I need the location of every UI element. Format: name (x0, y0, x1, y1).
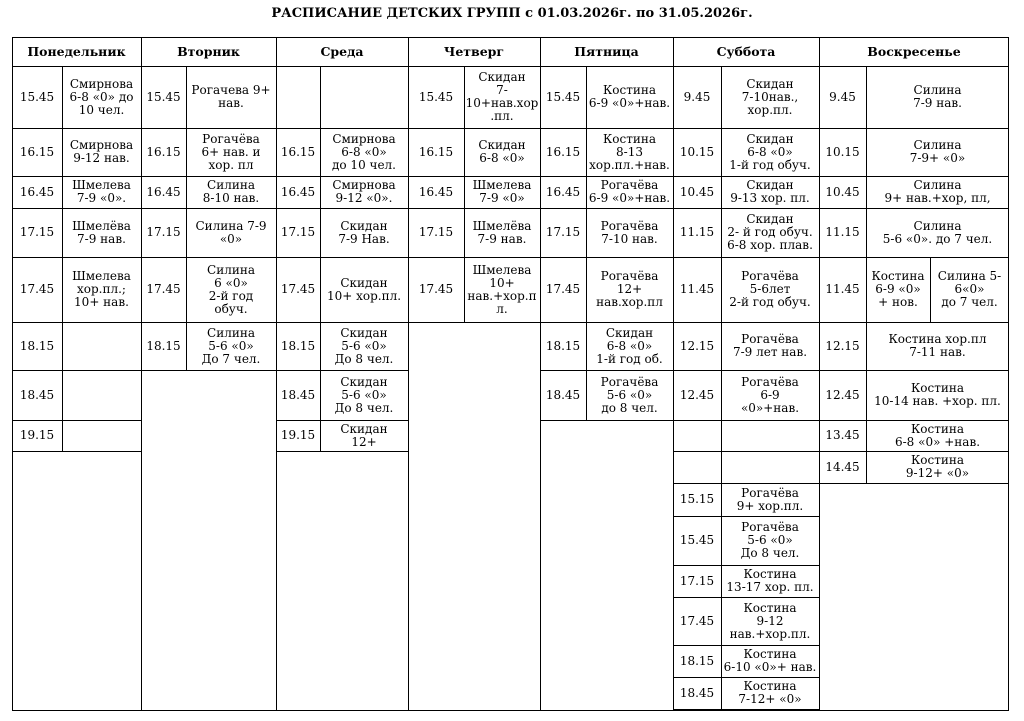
group-cell-friday: Рогачёва 6-9 «0»+нав. (588, 178, 671, 205)
group-cell-friday: Рогачёва 7-10 нав. (600, 218, 659, 246)
day-header-saturday: Суббота (716, 44, 776, 59)
row-border-wednesday (276, 451, 408, 452)
time-slot-saturday (674, 421, 720, 450)
group-cell-sunday: Костина 6-8 «0» +нав. (894, 421, 981, 449)
row-border-thursday (408, 322, 540, 323)
day-header-monday: Понедельник (27, 44, 126, 59)
time-slot-wednesday: 16.45 (280, 184, 316, 199)
time-slot-wednesday: 18.15 (280, 338, 316, 353)
group-cell-saturday (722, 452, 818, 482)
group-cell-thursday: Шмелева 7-9 «0» (472, 178, 532, 205)
group-cell-thursday: Скидан 6-8 «0» (478, 138, 526, 165)
row-border-sunday (819, 483, 1009, 484)
row-border-saturday (673, 709, 819, 710)
time-slot-wednesday: 17.15 (280, 225, 316, 239)
time-slot-wednesday (277, 67, 319, 127)
group-cell-friday: Костина 6-9 «0»+нав. (588, 83, 671, 110)
time-slot-sunday: 9.45 (829, 89, 856, 104)
group-cell-monday: Шмелева 7-9 «0». (72, 178, 131, 205)
group-cell-wednesday: Скидан 7-9 Нав. (338, 218, 390, 246)
time-slot-tuesday: 18.15 (146, 338, 181, 353)
time-slot-thursday: 16.45 (418, 184, 454, 199)
time-slot-tuesday: 16.45 (146, 184, 181, 199)
group-cell-wednesday: Скидан 10+ хор.пл. (326, 275, 402, 303)
group-cell-monday (63, 371, 140, 419)
time-slot-saturday (674, 452, 720, 482)
time-slot-saturday: 11.45 (679, 282, 715, 296)
time-slot-saturday: 18.45 (679, 685, 715, 700)
group-cell-saturday: Костина 13-17 хор. пл. (726, 567, 814, 594)
group-cell-sunday: Силина 5-6 «0». до 7 чел. (882, 218, 993, 246)
time-slot-wednesday: 19.15 (280, 428, 316, 442)
time-slot-monday: 17.15 (19, 225, 55, 239)
time-slot-saturday: 18.15 (679, 653, 715, 668)
group-cell-saturday: Скидан 6-8 «0» 1-й год обуч. (729, 131, 811, 172)
time-slot-friday: 16.15 (545, 144, 581, 159)
group-cell-saturday: Рогачёва 5-6лет 2-й год обуч. (729, 269, 811, 309)
time-slot-friday: 18.45 (545, 387, 581, 402)
group-cell-wednesday: Смирнова 6-8 «0» до 10 чел. (332, 131, 396, 172)
group-cell-saturday (722, 421, 818, 450)
group-cell-sunday: Силина 5- 6«0» до 7 чел. (937, 269, 1002, 309)
group-cell-wednesday: Скидан 5-6 «0» До 8 чел. (334, 325, 394, 366)
group-cell-tuesday: Силина 8-10 нав. (202, 178, 260, 205)
time-slot-sunday: 12.45 (825, 387, 860, 402)
time-slot-saturday: 12.45 (679, 387, 715, 402)
time-slot-friday: 15.45 (545, 89, 581, 104)
row-border-monday (12, 451, 141, 452)
group-cell-saturday: Костина 7-12+ «0» (738, 679, 802, 706)
time-slot-monday: 17.45 (19, 282, 55, 296)
group-cell-thursday: Шмелёва 7-9 нав. (472, 218, 532, 246)
time-slot-thursday: 17.15 (418, 225, 454, 239)
time-slot-saturday: 9.45 (683, 89, 711, 104)
time-slot-saturday: 11.15 (679, 225, 715, 239)
time-slot-tuesday: 15.45 (146, 89, 181, 104)
group-cell-saturday: Скидан 7-10нав., хор.пл. (741, 76, 799, 117)
time-slot-sunday: 10.15 (825, 144, 860, 159)
group-cell-tuesday: Рогачёва 6+ нав. и хор. пл (201, 131, 261, 172)
time-slot-thursday: 15.45 (418, 89, 454, 104)
time-slot-saturday: 12.15 (679, 338, 715, 353)
time-slot-wednesday: 18.45 (280, 387, 316, 402)
group-cell-saturday: Рогачёва 7-9 лет нав. (732, 332, 808, 359)
group-cell-tuesday: Рогачева 9+ нав. (191, 83, 271, 110)
group-cell-sunday: Силина 7-9 нав. (913, 83, 962, 110)
group-cell-sunday: Костина хор.пл 7-11 нав. (888, 332, 987, 359)
time-slot-saturday: 15.15 (679, 492, 715, 506)
group-cell-thursday: Шмелева 10+ нав.+хор.п л. (467, 262, 537, 316)
time-slot-thursday: 17.45 (418, 282, 454, 296)
group-cell-saturday: Скидан 2- й год обуч. 6-8 хор. плав. (727, 212, 813, 252)
group-cell-saturday: Рогачёва 9+ хор.пл. (736, 485, 804, 513)
time-slot-thursday: 16.15 (418, 144, 454, 159)
table-bottom-border (12, 710, 1009, 711)
time-slot-tuesday: 17.15 (146, 225, 181, 239)
time-slot-wednesday: 16.15 (280, 144, 316, 159)
row-border-tuesday (141, 370, 276, 371)
group-cell-friday: Рогачёва 5-6 «0» до 8 чел. (600, 374, 659, 415)
time-slot-friday: 17.15 (545, 225, 581, 239)
group-cell-wednesday: Скидан 5-6 «0» До 8 чел. (334, 374, 394, 415)
group-cell-sunday: Силина 9+ нав.+хор, пл, (884, 178, 991, 205)
time-slot-monday: 18.45 (19, 387, 55, 402)
group-cell-friday: Костина 8-13 хор.пл.+нав. (589, 131, 670, 172)
time-slot-saturday: 17.45 (679, 613, 715, 628)
group-cell-tuesday: Силина 7-9 «0» (195, 218, 267, 246)
schedule-title: РАСПИСАНИЕ ДЕТСКИХ ГРУПП с 01.03.2026г. по 31.05.2026г. (271, 6, 753, 21)
group-cell-monday (63, 323, 140, 369)
time-slot-monday: 16.45 (19, 184, 55, 199)
group-cell-tuesday: Силина 6 «0» 2-й год обуч. (207, 262, 255, 316)
group-cell-friday: Рогачёва 12+ нав.хор.пл (596, 269, 663, 309)
group-cell-sunday: Силина 7-9+ «0» (909, 138, 966, 165)
group-cell-saturday: Костина 6-10 «0»+ нав. (723, 647, 817, 674)
time-slot-monday: 19.15 (19, 428, 55, 442)
group-cell-sunday: Костина 6-9 «0» + нов. (871, 269, 925, 309)
day-header-friday: Пятница (574, 44, 639, 59)
group-cell-monday: Смирнова 9-12 нав. (69, 138, 134, 165)
day-header-wednesday: Среда (320, 44, 364, 59)
time-slot-monday: 18.15 (19, 338, 55, 353)
time-slot-tuesday: 16.15 (146, 144, 181, 159)
time-slot-saturday: 17.15 (679, 573, 715, 588)
group-cell-monday: Смирнова 6-8 «0» до 10 чел. (69, 76, 134, 117)
group-cell-sunday: Костина 9-12+ «0» (905, 453, 970, 480)
group-cell-wednesday: Смирнова 9-12 «0». (332, 178, 396, 205)
time-slot-saturday: 10.15 (679, 144, 715, 159)
group-cell-friday: Скидан 6-8 «0» 1-й год об. (596, 325, 663, 366)
time-slot-sunday: 11.15 (825, 225, 860, 239)
group-cell-tuesday: Силина 5-6 «0» До 7 чел. (201, 325, 261, 366)
time-slot-monday: 15.45 (19, 89, 55, 104)
time-slot-wednesday: 17.45 (280, 282, 316, 296)
time-slot-sunday: 10.45 (825, 184, 860, 199)
time-slot-sunday: 12.15 (825, 338, 860, 353)
group-cell-wednesday (321, 67, 407, 127)
table-right-border (1008, 37, 1009, 711)
group-cell-monday: Шмелева хор.пл.; 10+ нав. (72, 269, 131, 309)
time-slot-monday: 16.15 (19, 144, 55, 159)
group-cell-monday: Шмелёва 7-9 нав. (72, 218, 131, 246)
group-cell-thursday: Скидан 7- 10+нав.хор .пл. (465, 70, 539, 123)
day-header-sunday: Воскресенье (867, 44, 961, 59)
time-slot-sunday: 11.45 (825, 282, 860, 296)
time-slot-friday: 17.45 (545, 282, 581, 296)
day-header-thursday: Четверг (443, 44, 505, 59)
time-slot-saturday: 15.45 (679, 533, 715, 547)
group-cell-wednesday: Скидан 12+ (340, 421, 388, 449)
time-slot-friday: 16.45 (545, 184, 581, 199)
day-header-tuesday: Вторник (177, 44, 240, 59)
row-border-friday (540, 420, 673, 421)
group-cell-saturday: Рогачёва 6-9 «0»+нав. (740, 374, 800, 415)
time-slot-sunday: 14.45 (825, 459, 860, 474)
time-slot-tuesday: 17.45 (146, 282, 181, 296)
time-slot-saturday: 10.45 (679, 184, 715, 199)
group-cell-saturday: Костина 9-12 нав.+хор.пл. (729, 600, 811, 641)
group-cell-monday (63, 421, 140, 450)
group-cell-sunday: Костина 10-14 нав. +хор. пл. (874, 381, 1001, 408)
time-slot-sunday: 13.45 (825, 428, 860, 442)
group-cell-saturday: Скидан 9-13 хор. пл. (730, 178, 810, 205)
schedule-table (12, 37, 1009, 711)
time-slot-friday: 18.15 (545, 338, 581, 353)
group-cell-saturday: Рогачёва 5-6 «0» До 8 чел. (740, 520, 800, 560)
